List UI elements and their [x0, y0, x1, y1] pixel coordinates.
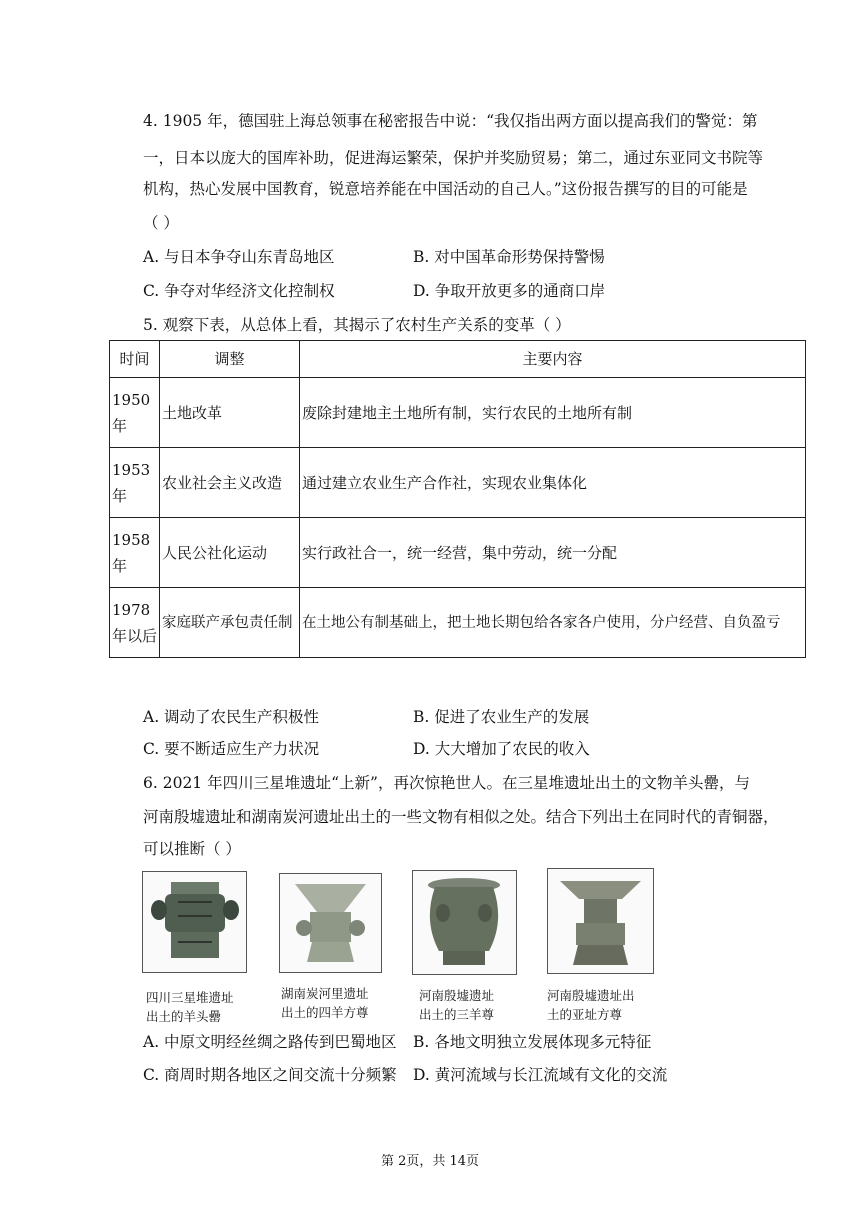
q4-option-d: D. 争取开放更多的通商口岸	[413, 282, 606, 300]
q5-option-d: D. 大大增加了农民的收入	[413, 740, 590, 758]
q5-stem: 5. 观察下表，从总体上看，其揭示了农村生产关系的变革（ ）	[143, 316, 571, 334]
q6-stem-line-3: 可以推断（ ）	[143, 840, 241, 858]
row-content: 废除封建地主土地所有制，实行农民的土地所有制	[300, 378, 806, 448]
header-content: 主要内容	[300, 341, 806, 378]
q4-option-c: C. 争夺对华经济文化控制权	[143, 282, 335, 300]
q4-stem-line-2: 一，日本以庞大的国库补助，促进海运繁荣，保护并奖励贸易；第二，通过东亚同文书院等	[143, 149, 764, 167]
q5-option-a: A. 调动了农民生产积极性	[143, 708, 320, 726]
q5-option-b: B. 促进了农业生产的发展	[413, 708, 590, 726]
q6-stem-line-1: 6. 2021 年四川三星堆遗址“上新”，再次惊艳世人。在三星堆遗址出土的文物羊头罍，与	[143, 774, 750, 792]
q6-option-d: D. 黄河流域与长江流域有文化的交流	[413, 1066, 668, 1084]
table-row	[110, 588, 806, 658]
row-content: 通过建立农业生产合作社，实现农业集体化	[300, 448, 806, 518]
row-time: 1978年以后	[110, 588, 160, 658]
table-header-row	[110, 341, 806, 378]
q4-stem-line-4: （ ）	[143, 214, 179, 232]
caption-3-line-2: 出土的三羊尊	[419, 1007, 495, 1022]
reform-table	[109, 340, 806, 658]
caption-1-line-1: 四川三星堆遗址	[146, 990, 234, 1005]
row-adjustment: 土地改革	[160, 378, 300, 448]
three-sheep-zun-image	[412, 870, 517, 975]
row-content: 在土地公有制基础上，把土地长期包给各家各户使用，分户经营、自负盈亏	[300, 588, 806, 658]
row-time: 1953年	[110, 448, 160, 518]
row-time: 1958年	[110, 518, 160, 588]
table-row	[110, 518, 806, 588]
row-adjustment: 家庭联产承包责任制	[160, 588, 300, 658]
header-time: 时间	[110, 341, 160, 378]
caption-3-line-1: 河南殷墟遗址	[419, 988, 495, 1003]
table-row	[110, 448, 806, 518]
table-row	[110, 378, 806, 448]
row-content: 实行政社合一，统一经营，集中劳动，统一分配	[300, 518, 806, 588]
row-time: 1950年	[110, 378, 160, 448]
caption-2-line-2: 出土的四羊方尊	[281, 1005, 369, 1020]
caption-2-line-1: 湖南炭河里遗址	[281, 986, 369, 1001]
caption-4-line-2: 土的亚址方尊	[547, 1007, 623, 1022]
q4-option-a: A. 与日本争夺山东青岛地区	[143, 248, 335, 266]
row-adjustment: 农业社会主义改造	[160, 448, 300, 518]
page-footer: 第 2页，共 14页	[380, 1154, 480, 1169]
sheep-head-lei-image	[142, 871, 247, 973]
caption-4-line-1: 河南殷墟遗址出	[547, 988, 635, 1003]
q6-option-a: A. 中原文明经丝绸之路传到巴蜀地区	[143, 1033, 397, 1051]
q4-stem-line-1: 4. 1905 年，德国驻上海总领事在秘密报告中说：“我仅指出两方面以提高我们的警觉：第	[143, 112, 758, 130]
q4-stem-line-3: 机构，热心发展中国教育，锐意培养能在中国活动的自己人。”这份报告撰写的目的可能是	[143, 180, 748, 198]
q6-stem-line-2: 河南殷墟遗址和湖南炭河遗址出土的一些文物有相似之处。结合下列出土在同时代的青铜器，	[143, 808, 779, 826]
q5-option-c: C. 要不断适应生产力状况	[143, 740, 320, 758]
row-adjustment: 人民公社化运动	[160, 518, 300, 588]
four-sheep-square-zun-image	[279, 873, 382, 973]
header-adjustment: 调整	[160, 341, 300, 378]
q6-option-b: B. 各地文明独立发展体现多元特征	[413, 1033, 652, 1051]
caption-1-line-2: 出土的羊头罍	[146, 1009, 222, 1024]
yazhi-square-zun-image	[547, 868, 654, 974]
q4-option-b: B. 对中国革命形势保持警惕	[413, 248, 605, 266]
q6-option-c: C. 商周时期各地区之间交流十分频繁	[143, 1066, 397, 1084]
